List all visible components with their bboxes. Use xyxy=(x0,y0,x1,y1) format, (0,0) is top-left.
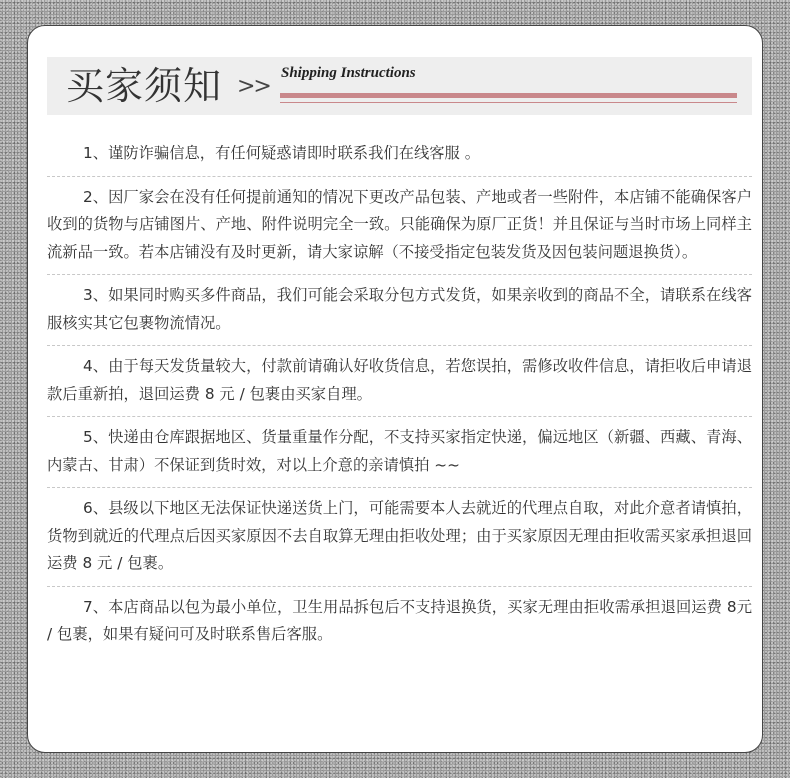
notice-card xyxy=(27,25,763,753)
note-item-5: 5、快递由仓库跟据地区、货量重量作分配，不支持买家指定快递，偏远地区（新疆、西藏、青海、内蒙古、甘肃）不保证到货时效，对以上介意的亲请慎拍 ~~ xyxy=(47,417,752,488)
note-item-1: 1、谨防诈骗信息，有任何疑惑请即时联系我们在线客服 。 xyxy=(47,133,752,177)
accent-bar xyxy=(280,93,737,98)
note-item-4: 4、由于每天发货量较大，付款前请确认好收货信息，若您误拍，需修改收件信息，请拒收后申请退款后重新拍，退回运费 8 元 / 包裹由买家自理。 xyxy=(47,346,752,417)
notes-list xyxy=(47,133,752,658)
page-subtitle: Shipping Instructions xyxy=(281,65,416,81)
accent-line xyxy=(280,102,737,103)
note-item-7: 7、本店商品以包为最小单位，卫生用品拆包后不支持退换货，买家无理由拒收需承担退回运费 8元 / 包裹，如果有疑问可及时联系售后客服。 xyxy=(47,597,752,643)
note-item-2: 2、因厂家会在没有任何提前通知的情况下更改产品包装、产地或者一些附件，本店铺不能确保客户收到的货物与店铺图片、产地、附件说明完全一致。只能确保为原厂正货！并且保证与当时市场上同样主流新品一致。若本店铺没有及时更新，请大家谅解（不接受指定包装发货及因包装问题退换货）。 xyxy=(47,177,752,276)
page-title: 买家须知 xyxy=(66,64,223,108)
note-item-3: 3、如果同时购买多件商品，我们可能会采取分包方式发货，如果亲收到的商品不全，请联系在线客服核实其它包裹物流情况。 xyxy=(47,275,752,346)
note-item-6: 6、县级以下地区无法保证快递送货上门，可能需要本人去就近的代理点自取，对此介意者请慎拍，货物到就近的代理点后因买家原因不去自取算无理由拒收处理；由于买家原因无理由拒收需买家承担退回运费 8 元 / 包裹。 xyxy=(47,488,752,587)
double-chevron-icon: >> xyxy=(237,74,270,99)
